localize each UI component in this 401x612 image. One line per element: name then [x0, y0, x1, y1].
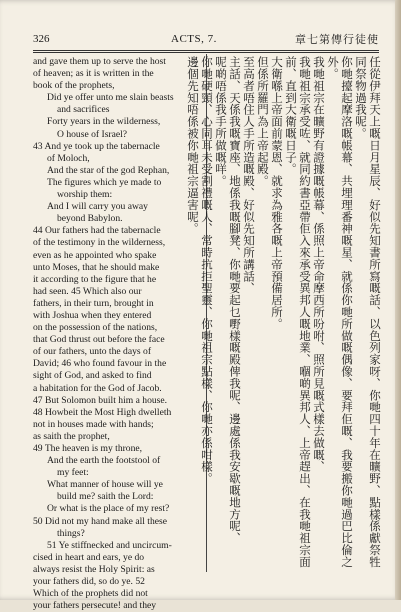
chinese-text-column: [186, 56, 382, 570]
english-text-line: 44 Our fathers had the tabernacle: [33, 225, 161, 237]
header-rule: [33, 50, 379, 51]
english-text-line: cised in heart and ears, ye do: [33, 551, 145, 563]
chinese-text-column-line: 至高者唔住人手所造嘅殿、好似先知所講話、: [242, 56, 256, 294]
english-text-line: of Moloch,: [47, 152, 90, 164]
chinese-text-column-line: 邊個先知唔係被你哋祖宗逼害呢。: [186, 56, 200, 235]
english-text-line: 49 The heaven is my throne,: [33, 443, 143, 454]
english-text-line: and sacrifices: [57, 104, 110, 116]
english-text-line: that God thrust out before the face: [33, 334, 165, 346]
english-text-line: even as he appointed who spake: [33, 249, 157, 261]
english-text-line: of our fathers, unto the days of: [33, 346, 152, 358]
english-text-line: as saith the prophet,: [33, 430, 110, 442]
book-chapter-title: ACTS, 7.: [171, 33, 217, 45]
english-text-line: 51 Ye stiffnecked and uncircum-: [47, 539, 172, 551]
english-text-line: of heaven; as it is written in the: [33, 68, 154, 80]
english-text-line: fathers, in their turn, brought in: [33, 297, 154, 309]
english-text-line: 47 But Solomon built him a house.: [33, 394, 168, 406]
english-text-line: Which of the prophets did not: [33, 588, 148, 600]
english-text-line: Did ye offer unto me slain beasts: [47, 92, 174, 104]
page-header: [33, 31, 387, 49]
english-text-line: and gave them up to serve the host: [33, 56, 166, 67]
chinese-text-column-line: 我哋祖宗在曠野有證據嘅帳幕、係照上帝命摩西所吩咐、照所見嘅式樣去做嘅、: [312, 56, 326, 473]
chinese-text-column-line: 主話、天係我嘅寶座、地係我嘅腳凳、你哋要起乜嘢樣嘅殿俾我呢、邊處係我安歇嘅地方呢、: [228, 56, 242, 544]
chinese-text-column-line: 任從伊拜天上嘅日月星辰、好似先知書所寫嘅話、以色列家呀、你哋四十年在曠野、點樣係獻祭牲同祭物過我呢。: [354, 56, 382, 568]
english-text-line: book of the prophets,: [33, 80, 115, 92]
english-text-line: What manner of house will ye: [47, 479, 163, 491]
english-text-line: build me? saith the Lord:: [57, 491, 154, 503]
page-edge: [395, 0, 401, 600]
english-text-column: [33, 56, 203, 612]
english-text-line: on the possession of the nations,: [33, 322, 158, 334]
chinese-text-column-line: 大衛喺上帝面前蒙恩、就求為雅各嘅上帝預備居所。: [270, 56, 284, 330]
english-text-line: 43 And ye took up the tabernacle: [33, 140, 160, 152]
english-text-line: your fathers persecute! and they: [33, 600, 157, 612]
chinese-text-column-line: 你哋硬頸、心同耳未受割禮嘅人、常時抗拒聖靈、你哋祖宗點樣、你哋亦係咁樣。: [200, 56, 214, 485]
chinese-text-column-line: 但係所羅門為上帝起殿。: [256, 56, 270, 187]
english-text-line: David; 46 who found favour in the: [33, 358, 167, 370]
english-text-line: sight of God, and asked to find: [33, 370, 152, 382]
english-text-line: things?: [57, 527, 85, 539]
english-text-line: O house of Israel?: [57, 128, 128, 140]
english-text-line: worship them:: [57, 189, 113, 201]
english-text-line: a habitation for the God of Jacob.: [33, 382, 162, 394]
chinese-text-column-line: 你哋擡起摩洛嘅帳幕、共埋理番神嘅星、就係你哋所做嘅偶像、要拜佢嘅、我要搬你哋過巴比倫之外。: [326, 56, 354, 568]
english-text-line: of the testimony in the wilderness,: [33, 237, 166, 249]
english-text-line: not in houses made with hands;: [33, 418, 154, 430]
english-text-line: unto Moses, that he should make: [33, 261, 160, 273]
english-text-line: 50 Did not my hand make all these: [33, 515, 168, 527]
header-rule-second: [33, 52, 379, 53]
english-text-line: Forty years in the wilderness,: [47, 116, 161, 128]
english-text-line: Or what is the place of my rest?: [47, 503, 170, 515]
english-text-line: And I will carry you away: [47, 201, 148, 213]
english-text-line: beyond Babylon.: [57, 213, 123, 225]
english-text-line: And the star of the god Rephan,: [47, 164, 170, 176]
page-number: 326: [33, 33, 50, 45]
chinese-text-column-line: 我哋祖宗承受咗、就同約書亞帶佢入來承受異邦人嘅地業、嗰啲異邦人、上帝趕出、在我哋祖宗面前、直到大衛嘅日子。: [284, 56, 312, 568]
english-text-line: my feet:: [57, 467, 89, 479]
english-text-line: The figures which ye made to: [47, 176, 162, 188]
english-text-line: And the earth the footstool of: [47, 455, 161, 467]
chinese-running-title: 章七第傳行徒使: [295, 34, 379, 46]
english-text-line: with Joshua when they entered: [33, 309, 152, 321]
english-text-line: 48 Howbeit the Most High dwelleth: [33, 406, 172, 418]
english-text-line: had seen. 45 Which also our: [33, 285, 142, 297]
english-text-line: always resist the Holy Spirit: as: [33, 563, 155, 575]
english-text-line: it according to the figure that he: [33, 273, 157, 285]
chinese-text-column-line: 呢啲唔係我手所做嘅咩。: [214, 56, 228, 187]
english-text-line: your fathers did, so do ye. 52: [33, 576, 145, 588]
